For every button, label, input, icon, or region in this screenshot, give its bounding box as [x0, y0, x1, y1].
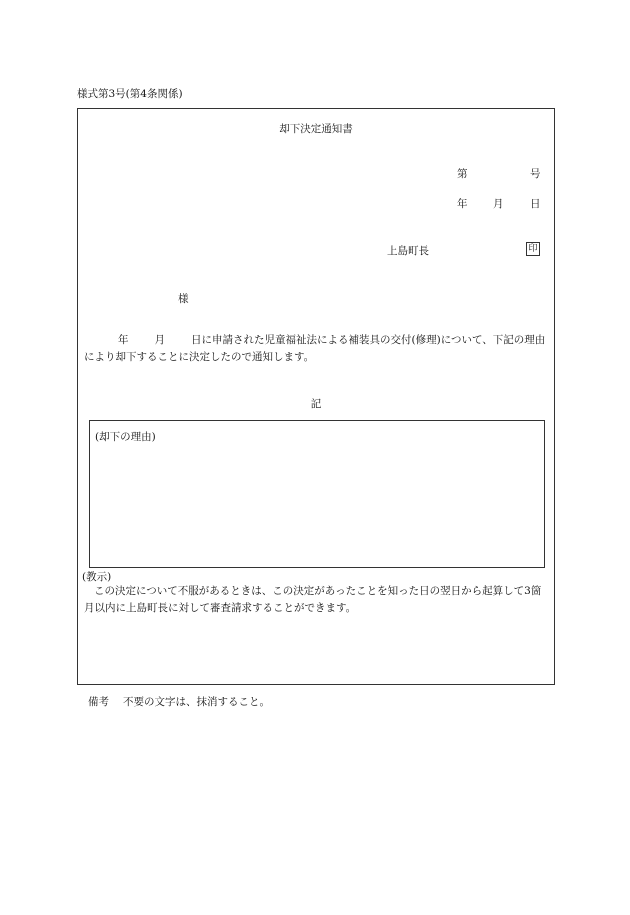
remarks-text: 不要の文字は、抹消すること。: [123, 696, 270, 708]
remarks-label: 備考: [88, 696, 109, 708]
body-year: 年: [118, 334, 129, 346]
notice-text: [84, 583, 550, 617]
reason-box: [89, 420, 545, 568]
date-month: 月: [493, 198, 504, 210]
ki-heading: 記: [310, 398, 322, 410]
notice-body: [84, 332, 550, 366]
body-text: 日に申請された児童福祉法による補装具の交付(修理)について、下記の理由により却下することに決定したので通知します。: [84, 334, 546, 363]
seal-mark: 印: [526, 242, 540, 256]
doc-number-go: 号: [530, 168, 541, 180]
body-month: 月: [154, 334, 165, 346]
document-title: 却下決定通知書: [279, 123, 353, 135]
notice-form-frame: [77, 108, 555, 685]
date-day: 日: [530, 198, 541, 210]
form-number: 様式第3号(第4条関係): [77, 88, 183, 100]
reason-label: (却下の理由): [95, 431, 156, 443]
notice-label: (教示): [82, 571, 112, 583]
addressee-suffix: 様: [178, 293, 189, 305]
date-year: 年: [457, 198, 468, 210]
notice-text-content: この決定について不服があるときは、この決定があったことを知った日の翌日から起算して3箇月以内に上島町長に対して審査請求することができます。: [84, 585, 542, 614]
issuer-name: 上島町長: [387, 245, 429, 257]
doc-number-dai: 第: [457, 168, 468, 180]
remarks: [88, 694, 270, 709]
